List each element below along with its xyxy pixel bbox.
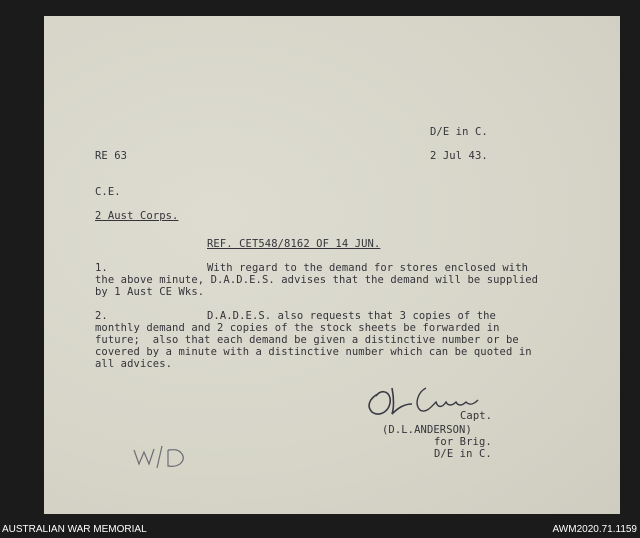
paragraph1-line: the above minute, D.A.D.E.S. advises that the demand will be supplied <box>95 274 539 286</box>
signatory-rank: Capt. <box>460 410 493 422</box>
paragraph2-line: covered by a minute with a distinctive number which can be quoted in <box>95 346 532 358</box>
signatory-office: D/E in C. <box>434 448 492 460</box>
signatory-for: for Brig. <box>434 436 492 448</box>
document-date: 2 Jul 43. <box>430 150 488 162</box>
paragraph2-line: future; also that each demand be given a distinctive number or be <box>95 334 519 346</box>
signatory-name: (D.L.ANDERSON) <box>382 424 472 436</box>
paragraph2-line: D.A.D.E.S. also requests that 3 copies of the <box>207 310 496 322</box>
reference-number: RE 63 <box>95 150 128 162</box>
document-paper <box>44 16 620 514</box>
paragraph2-number: 2. <box>95 310 108 322</box>
paragraph2-line: all advices. <box>95 358 173 370</box>
paragraph1-number: 1. <box>95 262 108 274</box>
paragraph1-line: With regard to the demand for stores enclosed with <box>207 262 529 274</box>
paragraph2-line: monthly demand and 2 copies of the stock sheets be forwarded in <box>95 322 500 334</box>
addressee-unit: 2 Aust Corps. <box>95 210 179 222</box>
handwritten-signature <box>362 374 522 424</box>
addressee-title: C.E. <box>95 186 121 198</box>
footer-accession-number: AWM2020.71.1159 <box>552 524 637 535</box>
subject-reference: REF. CET548/8162 OF 14 JUN. <box>207 238 381 250</box>
handwritten-note-wd <box>130 440 194 472</box>
paragraph1-line: by 1 Aust CE Wks. <box>95 286 205 298</box>
from-office: D/E in C. <box>430 126 488 138</box>
footer-institution: AUSTRALIAN WAR MEMORIAL <box>2 524 147 535</box>
archive-footer <box>0 522 640 538</box>
